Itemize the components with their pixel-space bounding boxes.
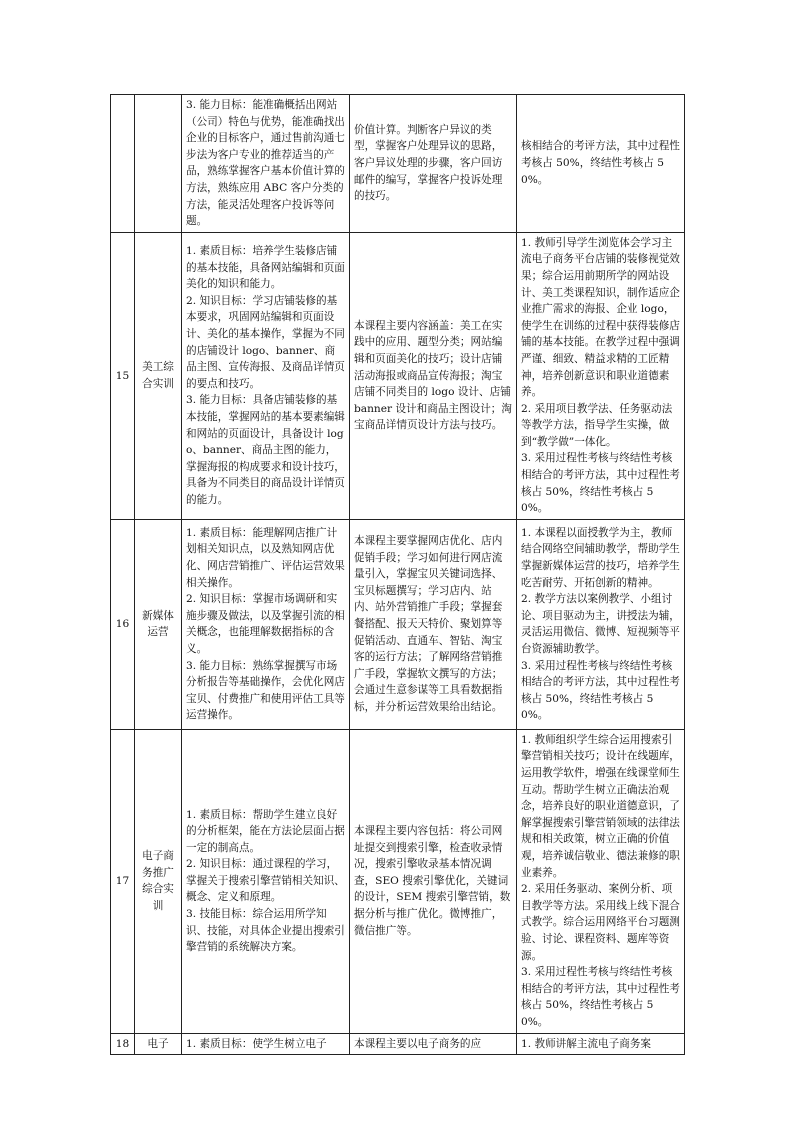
method-item: 2. 采用任务驱动、案例分析、项目教学等方法。采用线上线下混合式教学。综合运用网络平台习题测验、讨论、课程资料、题库等资源。 (521, 883, 680, 962)
row-number: 17 (111, 729, 135, 1033)
row-number (111, 95, 135, 233)
teaching-methods (517, 519, 685, 729)
goal-item: 2. 知识目标：掌握市场调研和实施步骤及做法，以及掌握引流的相关概念，也能理解数据指标的含义。 (186, 593, 345, 655)
goal-item: 3. 技能目标：综合运用所学知识、技能，对具体企业提出搜索引擎营销的系统解决方案。 (186, 908, 345, 954)
course-content: 本课程主要以电子商务的应 (350, 1033, 517, 1055)
method-item: 2. 采用项目教学法、任务驱动法等教学方法，指导学生实操，做到“教学做”一体化。 (521, 402, 673, 448)
method-item: 1. 本课程以面授教学为主，教师结合网络空间辅助教学，帮助学生掌握新媒体运营的技巧，培养学生吃苦耐劳、开拓创新的精神。 (521, 526, 680, 589)
teaching-methods (517, 729, 685, 1033)
goal-item: 3. 能力目标：能准确概括出网站（公司）特色与优势，能准确找出企业的目标客户，通过售前沟通七步法为客户专业的推荐适当的产品，熟练掌握客户基本价值计算的方法，熟练应用 ABC 客户分类的方法，能灵活处理客户投诉等问题。 (186, 99, 345, 228)
goal-item: 3. 能力目标：熟练掌握撰写市场分析报告等基础操作，会优化网店宝贝、付费推广和使用评估工具等运营操作。 (186, 659, 345, 722)
method-item: 2. 教学方法以案例教学、小组讨论、项目驱动为主，讲授法为辅，灵活运用微信、微博、短视频等平台资源辅助教学。 (521, 593, 680, 655)
row-number: 15 (111, 232, 135, 519)
course-content: 本课程主要内容包括：将公司网址提交到搜索引擎，检查收录情况，搜索引擎收录基本情况调查，SEO 搜索引擎优化，关键词的设计，SEM 搜索引擎营销，数据分析与推广优化。微博推广，微信推广等。 (350, 729, 517, 1033)
table-row (111, 95, 685, 233)
course-table (110, 94, 685, 1055)
course-name: 电子商务推广综合实训 (135, 729, 182, 1033)
method-item: 3. 采用过程性考核与终结性考核相结合的考评方法，其中过程性考核占 50%，终结性考核占 50%。 (521, 659, 680, 722)
method-item: 3. 采用过程性考核与终结性考核相结合的考评方法，其中过程性考核占 50%，终结性考核占 50%。 (521, 452, 680, 515)
goal-item: 2. 知识目标：学习店铺装修的基本要求，巩固网站编辑和页面设计、美化的基本操作，掌握为不同的店铺设计 logo、banner、商品主图、宣传海报、及商品详情页的要点和技巧。 (186, 294, 345, 390)
table-row (111, 519, 685, 729)
row-number: 16 (111, 519, 135, 729)
course-goals (182, 95, 350, 233)
method-item: 1. 教师讲解主流电子商务案 (521, 1037, 652, 1050)
table-row (111, 232, 685, 519)
method-item: 核相结合的考评方法，其中过程性考核占 50%，终结性考核占 50%。 (521, 140, 680, 186)
course-goals (182, 729, 350, 1033)
teaching-methods (517, 1033, 685, 1055)
course-content: 价值计算。判断客户异议的类型，掌握客户处理异议的思路，客户异议处理的步骤，客户回访邮件的编写，掌握客户投诉处理的技巧。 (350, 95, 517, 233)
teaching-methods (517, 95, 685, 233)
course-goals (182, 232, 350, 519)
method-item: 1. 教师组织学生综合运用搜索引擎营销相关技巧；设计在线题库，运用教学软件，增强在线课堂师生互动。帮助学生树立正确法治观念，培养良好的职业道德意识，了解掌握搜索引擎营销领域的法律法规和相关政策，树立正确的价值观，培养诚信敬业、德法兼修的职业素养。 (521, 733, 680, 879)
course-goals (182, 519, 350, 729)
goal-item: 1. 素质目标：培养学生装修店铺的基本技能，具备网站编辑和页面美化的知识和能力。 (186, 245, 345, 291)
course-goals (182, 1033, 350, 1055)
course-name: 美工综合实训 (135, 232, 182, 519)
method-item: 3. 采用过程性考核与终结性考核相结合的考评方法，其中过程性考核占 50%，终结性考核占 50%。 (521, 966, 680, 1028)
goal-item: 3. 能力目标：具备店铺装修的基本技能，掌握网站的基本要素编辑和网站的页面设计，具备设计 logo、banner、商品主图的能力，掌握海报的构成要求和设计技巧，具备为不同类目的商品设计详情页的能力。 (186, 394, 345, 506)
goal-item: 2. 知识目标：通过课程的学习，掌握关于搜索引擎营销相关知识、概念、定义和原理。 (186, 858, 345, 904)
teaching-methods (517, 232, 685, 519)
course-name: 新媒体运营 (135, 519, 182, 729)
table-row (111, 1033, 685, 1055)
goal-item: 1. 素质目标：能理解网店推广计划相关知识点，以及熟知网店优化、网店营销推广、评估运营效果相关操作。 (186, 526, 345, 589)
course-name (135, 95, 182, 233)
method-item: 1. 教师引导学生浏览体会学习主流电子商务平台店铺的装修视觉效果；综合运用前期所学的网站设计、美工类课程知识，制作适应企业推广需求的海报、企业 logo，使学生在训练的过程中获得装修店铺的基本技能。在教学过程中强调严谨、细致、精益求精的工匠精神，培养创新意识和职业道德素养。 (521, 236, 680, 399)
course-content: 本课程主要掌握网店优化、店内促销手段；学习如何进行网店流量引入，掌握宝贝关键词选择、宝贝标题撰写；学习店内、站内、站外营销推广手段；掌握套餐搭配、报天天特价、聚划算等促销活动、直通车、智钻、淘宝客的运行方法；了解网络营销推广手段，掌握软文撰写的方法；会通过生意参谋等工具看数据指标，并分析运营效果给出结论。 (350, 519, 517, 729)
goal-item: 1. 素质目标：帮助学生建立良好的分析框架，能在方法论层面占据一定的制高点。 (186, 808, 345, 854)
goal-item: 1. 素质目标：使学生树立电子 (186, 1037, 327, 1050)
course-name: 电子 (135, 1033, 182, 1055)
table-row (111, 729, 685, 1033)
row-number: 18 (111, 1033, 135, 1055)
course-content: 本课程主要内容涵盖：美工在实践中的应用、题型分类；网站编辑和页面美化的技巧；设计店铺活动海报或商品宣传海报；淘宝店铺不同类目的 logo 设计、店铺 banner 设计和商品主图设计；淘宝商品详情页设计方法与技巧。 (350, 232, 517, 519)
